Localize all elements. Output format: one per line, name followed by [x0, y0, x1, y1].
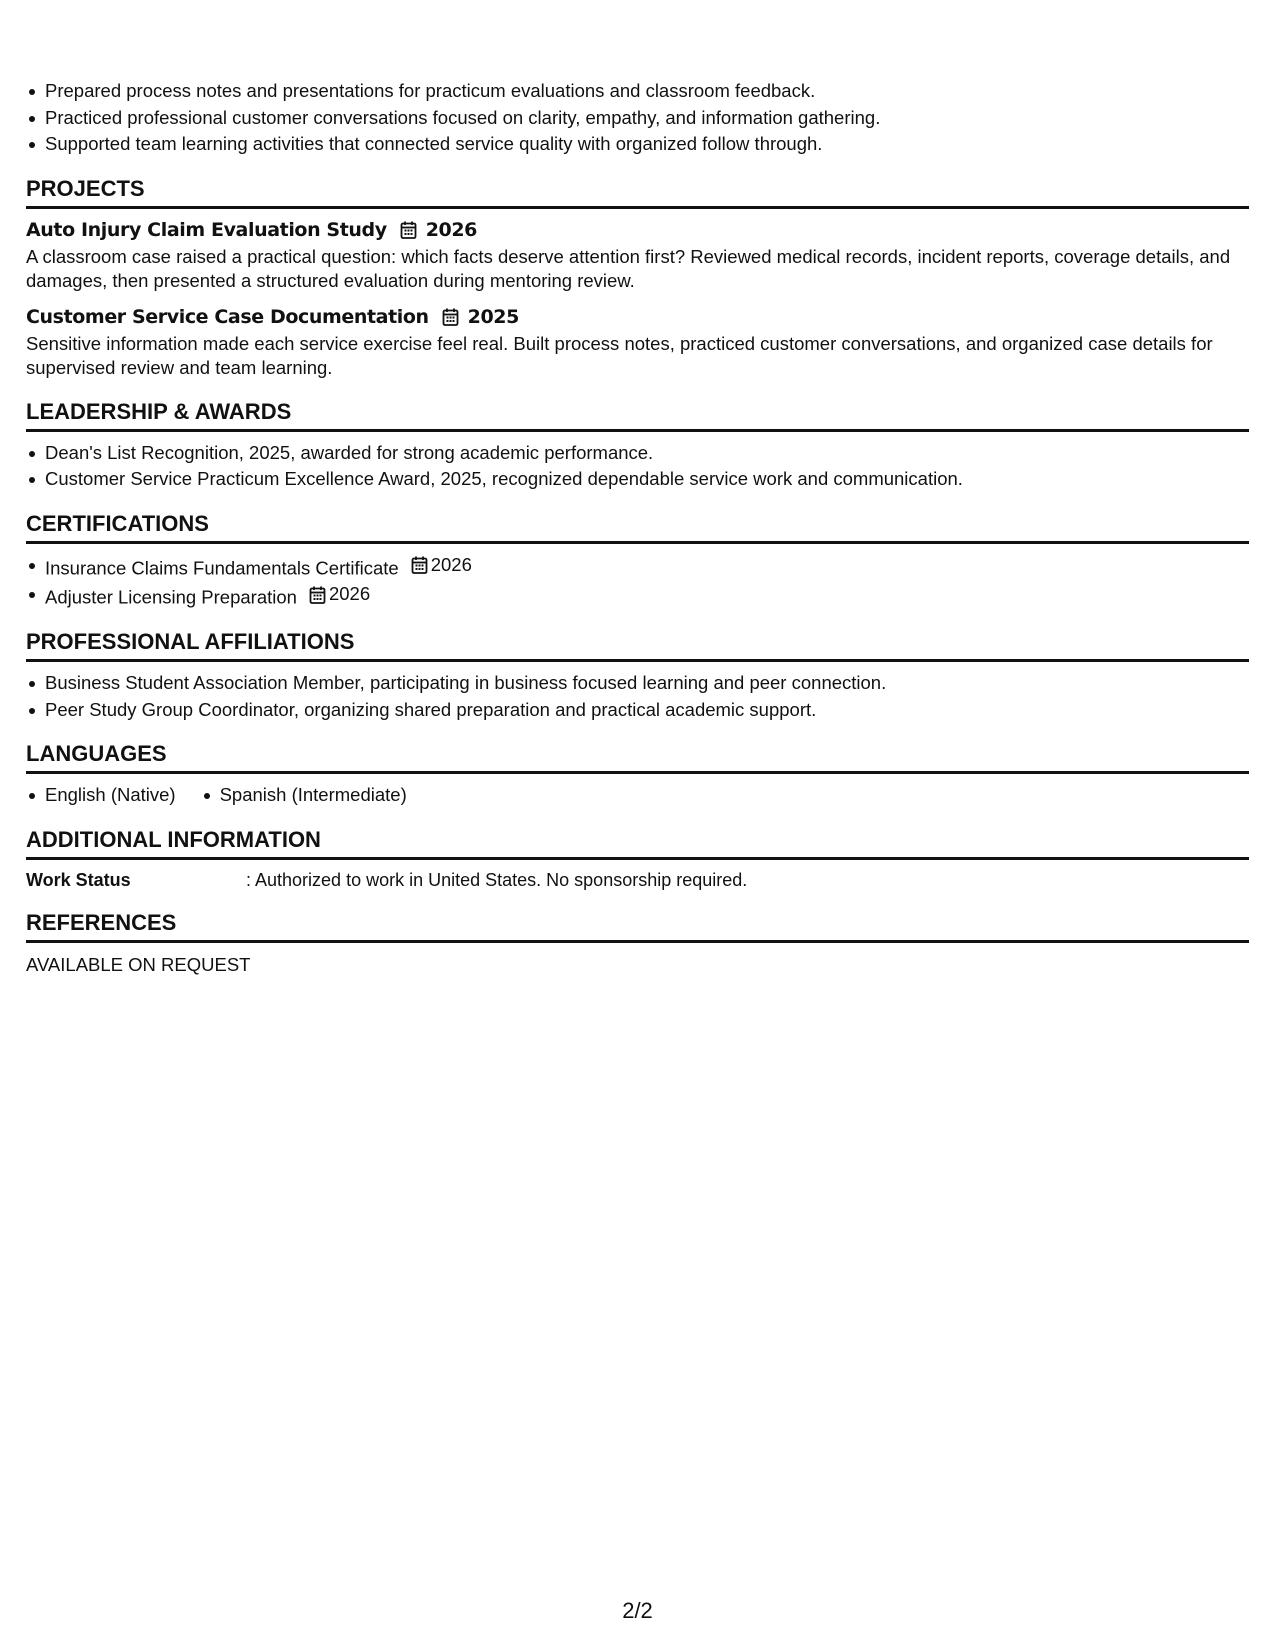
certification-name: Adjuster Licensing Preparation: [45, 586, 297, 608]
certification-year: 2026: [430, 553, 472, 575]
list-item: [45, 581, 1249, 611]
project-year: 2026: [425, 218, 477, 241]
project-description: Sensitive information made each service exercise feel real. Built process notes, practiced customer conversations, and organized case details for supervised review and team learning.: [26, 332, 1213, 378]
project-item: [26, 217, 1249, 294]
certifications-list: [26, 552, 1249, 612]
affiliations-heading: PROFESSIONAL AFFILIATIONS: [26, 629, 1249, 662]
calendar-icon: [309, 586, 326, 604]
project-header: [26, 304, 1249, 330]
work-status-row: [26, 868, 1249, 892]
projects-heading: PROJECTS: [26, 176, 1249, 209]
work-status-value: : Authorized to work in United States. No sponsorship required.: [246, 869, 748, 890]
languages-heading: LANGUAGES: [26, 741, 1249, 774]
project-item: [26, 304, 1249, 381]
project-year: 2025: [467, 305, 519, 328]
project-header: [26, 217, 1249, 243]
list-item: Spanish (Intermediate): [220, 782, 407, 809]
references-text: AVAILABLE ON REQUEST: [26, 953, 251, 975]
certification-name: Insurance Claims Fundamentals Certificate: [45, 556, 399, 578]
list-item: Practiced professional customer conversations focused on clarity, empathy, and information gathering.: [45, 105, 1249, 132]
leadership-heading: LEADERSHIP & AWARDS: [26, 399, 1249, 432]
certification-year: 2026: [328, 583, 371, 605]
leadership-list: [26, 440, 1249, 493]
experience-bullets: [26, 78, 1249, 158]
list-item: Prepared process notes and presentations for practicum evaluations and classroom feedback.: [45, 78, 1249, 105]
project-title: Auto Injury Claim Evaluation Study: [26, 218, 387, 241]
certifications-heading: CERTIFICATIONS: [26, 511, 1249, 544]
page-number: 2/2: [622, 1598, 653, 1623]
list-item: Business Student Association Member, participating in business focused learning and peer connection.: [45, 670, 1249, 697]
resume-page: [26, 78, 1249, 977]
references-heading: REFERENCES: [26, 910, 1249, 943]
calendar-icon: [400, 221, 417, 239]
languages-list: [26, 782, 1249, 809]
list-item: English (Native): [45, 782, 176, 809]
list-item: [45, 552, 1249, 582]
list-item: Peer Study Group Coordinator, organizing shared preparation and practical academic support.: [45, 697, 1249, 724]
work-status-label: Work Status: [26, 869, 131, 890]
project-description: A classroom case raised a practical question: which facts deserve attention first? Reviewed medical records, incident reports, coverage details, and damages, then presented a structured evaluation during mentoring review.: [26, 245, 1231, 291]
list-item: Customer Service Practicum Excellence Award, 2025, recognized dependable service work and communication.: [45, 466, 1249, 493]
affiliations-list: [26, 670, 1249, 723]
additional-info-heading: ADDITIONAL INFORMATION: [26, 827, 1249, 860]
list-item: Supported team learning activities that connected service quality with organized follow through.: [45, 131, 1249, 158]
calendar-icon: [411, 556, 428, 574]
list-item: Dean's List Recognition, 2025, awarded for strong academic performance.: [45, 440, 1249, 467]
project-title: Customer Service Case Documentation: [26, 305, 429, 328]
calendar-icon: [442, 308, 459, 326]
